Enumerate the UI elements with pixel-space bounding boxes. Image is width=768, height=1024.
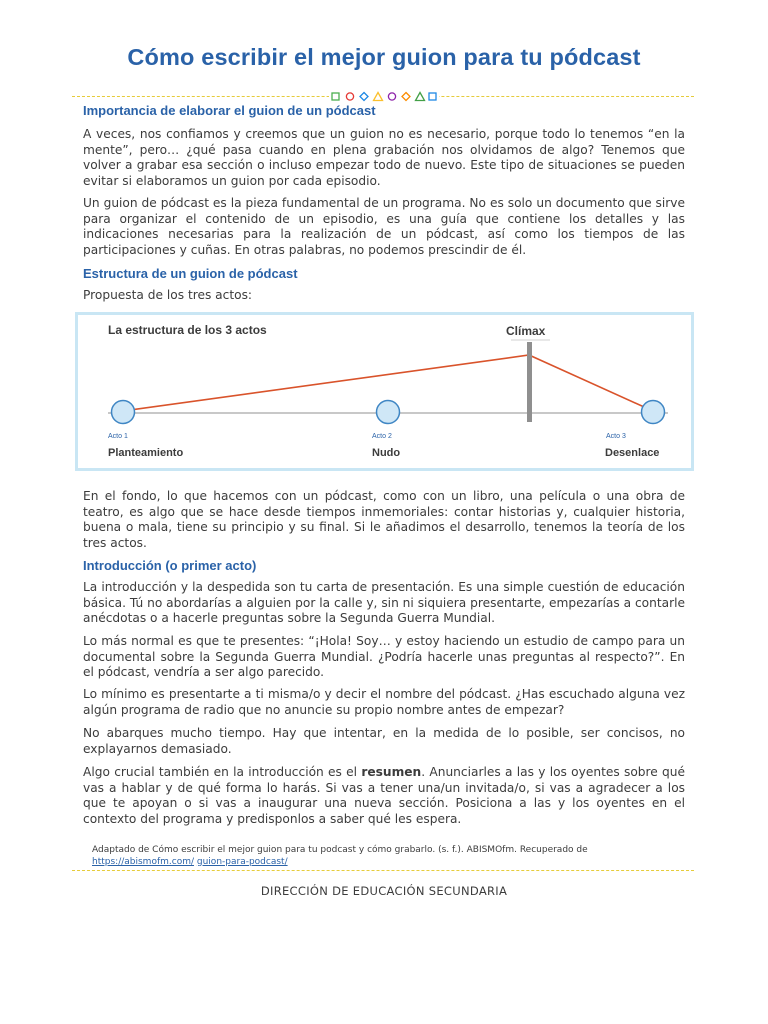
paragraph: Un guion de pódcast es la pieza fundamental de un programa. No es solo un documento que sirve para organizar el contenido de un episodio, es una guía que contiene los detalles y las indicaciones necesarias para la realización de un pódcast, así como los tiempos de las participaciones y cuñas. En otras palabras, no podemos prescindir de él. <box>83 196 685 257</box>
text-run: . Anunciarles a las y los oyentes sobre qué vas a hablar y de qué forma lo harás. Si vas a tener una/un invitada/o, si vas a agradecer a los que te apoyan o si vas a inaugurar una nueva sección. Posiciona a las y los oyentes en el contexto del programa y predisponlos a saber qué les espera. <box>83 765 686 826</box>
blue-square-icon <box>429 93 436 100</box>
red-circle-icon <box>346 93 353 100</box>
climax-marker <box>527 342 532 422</box>
bottom-dotted-divider <box>72 870 694 871</box>
act-1-number: Acto 1 <box>108 433 128 440</box>
act-3-node <box>642 401 665 424</box>
purple-circle-icon <box>388 93 395 100</box>
section-heading-importancia: Importancia de elaborar el guion de un pódcast <box>83 103 376 118</box>
paragraph: Lo mínimo es presentarte a ti misma/o y decir el nombre del pódcast. ¿Has escuchado alguna vez algún programa de radio que no anuncie su propio nombre antes de empezar? <box>83 687 685 717</box>
page-title: Cómo escribir el mejor guion para tu pódcast <box>127 44 641 70</box>
diagram-title: La estructura de los 3 actos <box>108 323 267 337</box>
paragraph-resumen <box>83 765 685 827</box>
orange-diamond-icon <box>402 93 410 101</box>
reference-link-path[interactable]: guion-para-podcast/ <box>196 856 288 867</box>
bold-keyword: resumen <box>361 765 422 779</box>
section-heading-introduccion: Introducción (o primer acto) <box>83 558 257 573</box>
act-1-node <box>112 401 135 424</box>
yellow-triangle-icon <box>374 93 383 101</box>
act-3-number: Acto 3 <box>606 433 626 440</box>
three-acts-svg <box>78 315 691 468</box>
act-1-name: Planteamiento <box>108 447 184 459</box>
act-2-number: Acto 2 <box>372 433 392 440</box>
decorative-shapes <box>329 91 439 103</box>
section-heading-estructura: Estructura de un guion de pódcast <box>83 266 298 281</box>
paragraph: Lo más normal es que te presentes: “¡Hola! Soy… y estoy haciendo un estudio de campo para un documental sobre la Segunda Guerra Mundial. ¿Podría hacerle unas preguntas al respecto?”. En el pódcast, vendría a ser algo parecido. <box>83 634 685 680</box>
act-3-name: Desenlace <box>605 447 660 459</box>
blue-diamond-icon <box>360 93 368 101</box>
green-square-icon <box>332 93 339 100</box>
reference-link[interactable]: https://abismofm.com/ <box>92 856 195 867</box>
act-2-name: Nudo <box>372 447 401 459</box>
paragraph: A veces, nos confiamos y creemos que un guion no es necesario, porque todo lo tenemos “en la mente”, pero… ¿qué pasa cuando en plena grabación nos olvidamos de algo? Tenemos que volver a grabar esa sección o incluso empezar todo de nuevo. Este tipo de situaciones se pueden evitar si elaboramos un guion por cada episodio. <box>83 127 685 188</box>
paragraph: No abarques mucho tiempo. Hay que intentar, en la medida de lo posible, ser concisos, no explayarnos demasiado. <box>83 726 685 756</box>
text-run: Algo crucial también en la introducción es el <box>83 765 362 779</box>
paragraph: Propuesta de los tres actos: <box>83 288 253 302</box>
three-acts-diagram <box>75 312 694 471</box>
reference-text: Adaptado de Cómo escribir el mejor guion para tu podcast y cómo grabarlo. (s. f.). ABISMOfm. Recuperado de <box>92 845 588 855</box>
paragraph: La introducción y la despedida son tu carta de presentación. Es una simple cuestión de educación básica. Tú no abordarías a alguien por la calle y, sin ni siquiera presentarte, empezarías a contarle anécdotas o a hacerle preguntas sobre la Segunda Guerra Mundial. <box>83 580 685 626</box>
act-2-node <box>377 401 400 424</box>
paragraph: En el fondo, lo que hacemos con un pódcast, como con un libro, una película o una obra de teatro, es algo que se hace desde tiempos inmemoriales: contar historias y, cualquier historia, buena o mala, tiene su principio y su final. Si le añadimos el desarrollo, tenemos la teoría de los tres actos. <box>83 489 685 550</box>
reference-citation <box>92 845 652 868</box>
green-triangle-icon <box>416 93 425 101</box>
footer-text: DIRECCIÓN DE EDUCACIÓN SECUNDARIA <box>260 884 508 898</box>
climax-label: Clímax <box>506 324 546 338</box>
